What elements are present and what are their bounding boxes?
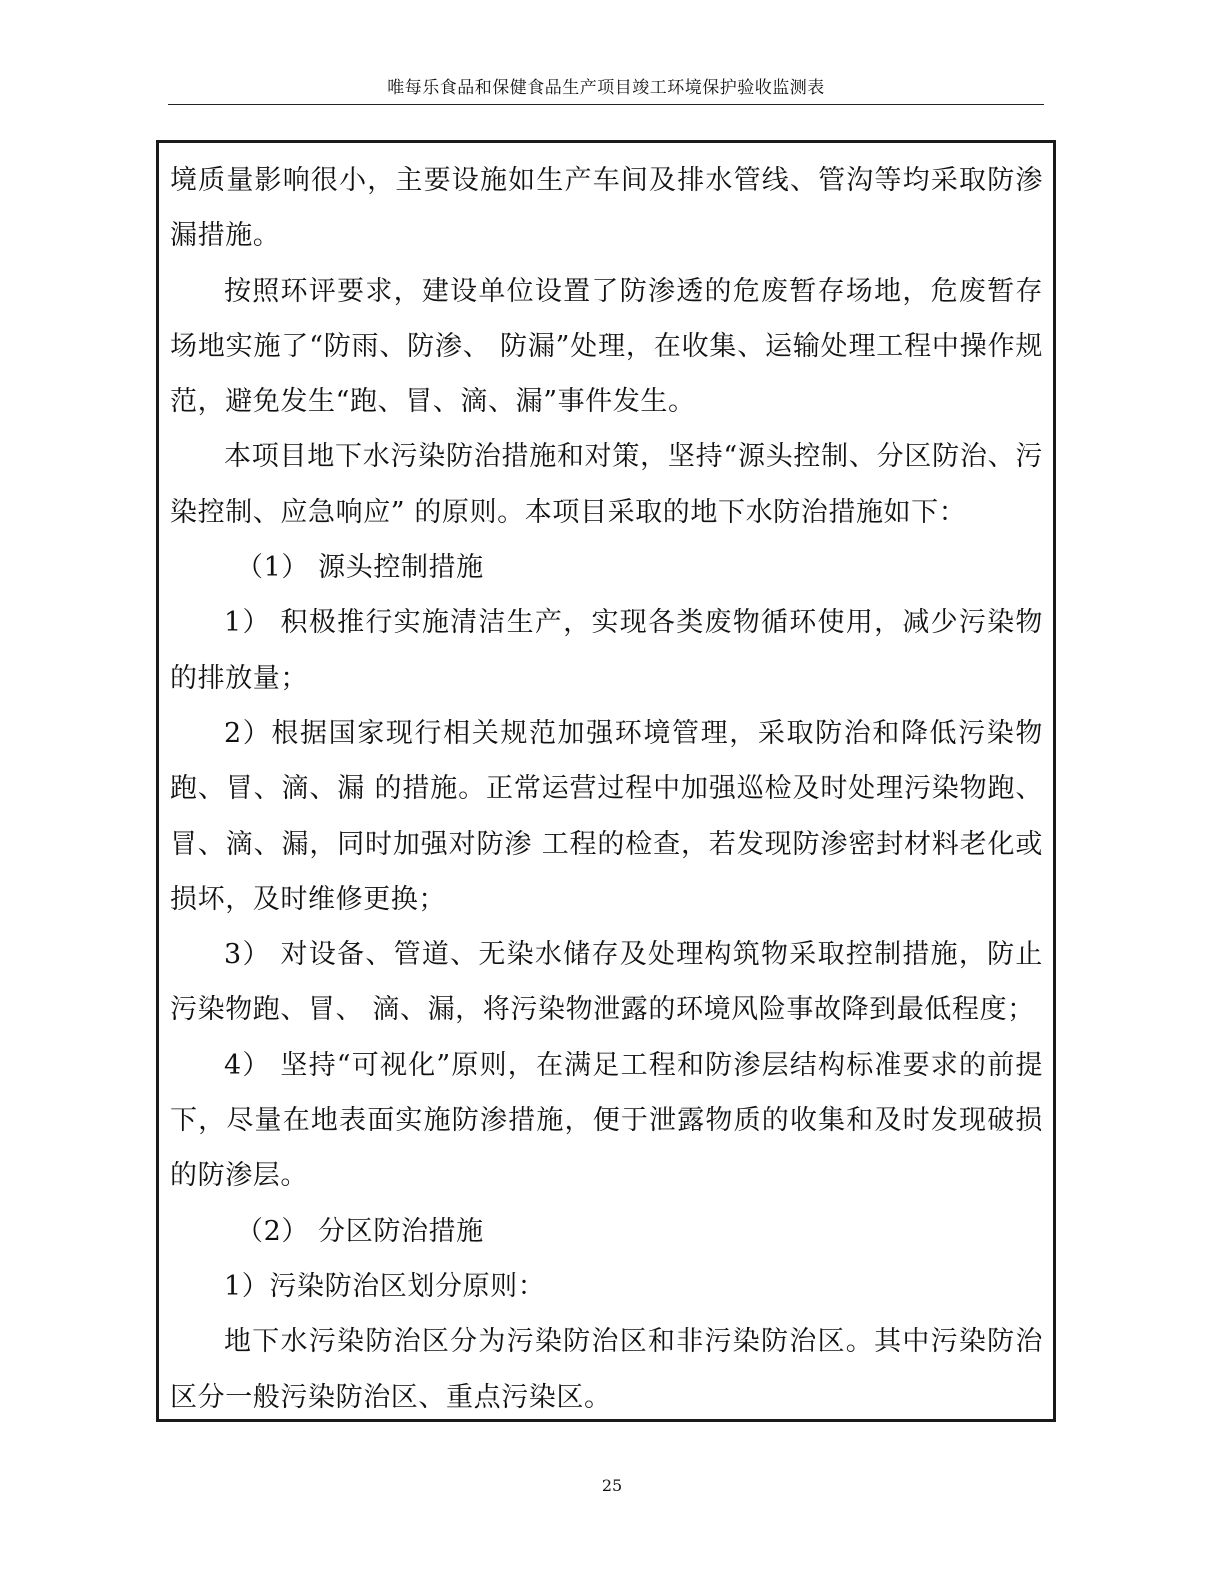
list-item-3: 3） 对设备、管道、无染水储存及处理构筑物采取控制措施，防止污染物跑、冒、 滴、漏，将污染物泄露的环境风险事故降到最低程度； [170,939,1043,1026]
paragraph-hazardous-waste-storage: 按照环评要求，建设单位设置了防渗透的危废暂存场地，危废暂存场地实施了“防雨、防渗、 防漏”处理，在收集、运输处理工程中操作规范，避免发生“跑、冒、滴、漏”事件发生。 [170,275,1043,418]
content-frame [156,140,1056,1422]
list-item-1: 1） 积极推行实施清洁生产，实现各类废物循环使用，减少污染物的排放量； [170,607,1043,694]
list-item-4: 4） 坚持“可视化”原则，在满足工程和防渗层结构标准要求的前提下，尽量在地表面实施防渗措施，便于泄露物质的收集和及时发现破损的防渗层。 [170,1049,1043,1192]
list-item-2: 2）根据国家现行相关规范加强环境管理，采取防治和降低污染物跑、冒、滴、漏 的措施。正常运营过程中加强巡检及时处理污染物跑、冒、滴、漏，同时加强对防渗 工程的检查，若发现防渗密封材料老化或损坏，及时维修更换； [170,717,1043,915]
section-heading-source-control: （1） 源头控制措施 [236,552,484,584]
subsection-heading-zoning-principles: 1）污染防治区划分原则： [224,1270,546,1302]
paragraph-zone-definition: 地下水污染防治区分为污染防治区和非污染防治区。其中污染防治区分一般污染防治区、重点污染区。 [170,1326,1043,1413]
header-divider [168,104,1044,105]
page-number: 25 [601,1476,623,1495]
page-header-title: 唯每乐食品和保健食品生产项目竣工环境保护验收监测表 [387,78,825,98]
paragraph-continuation: 境质量影响很小，主要设施如生产车间及排水管线、管沟等均采取防渗漏措施。 [170,165,1043,252]
section-heading-zoned-control: （2） 分区防治措施 [236,1215,484,1247]
paragraph-groundwater-principles: 本项目地下水污染防治措施和对策，坚持“源头控制、分区防治、污染控制、应急响应” 的原则。本项目采取的地下水防治措施如下： [170,441,1043,528]
